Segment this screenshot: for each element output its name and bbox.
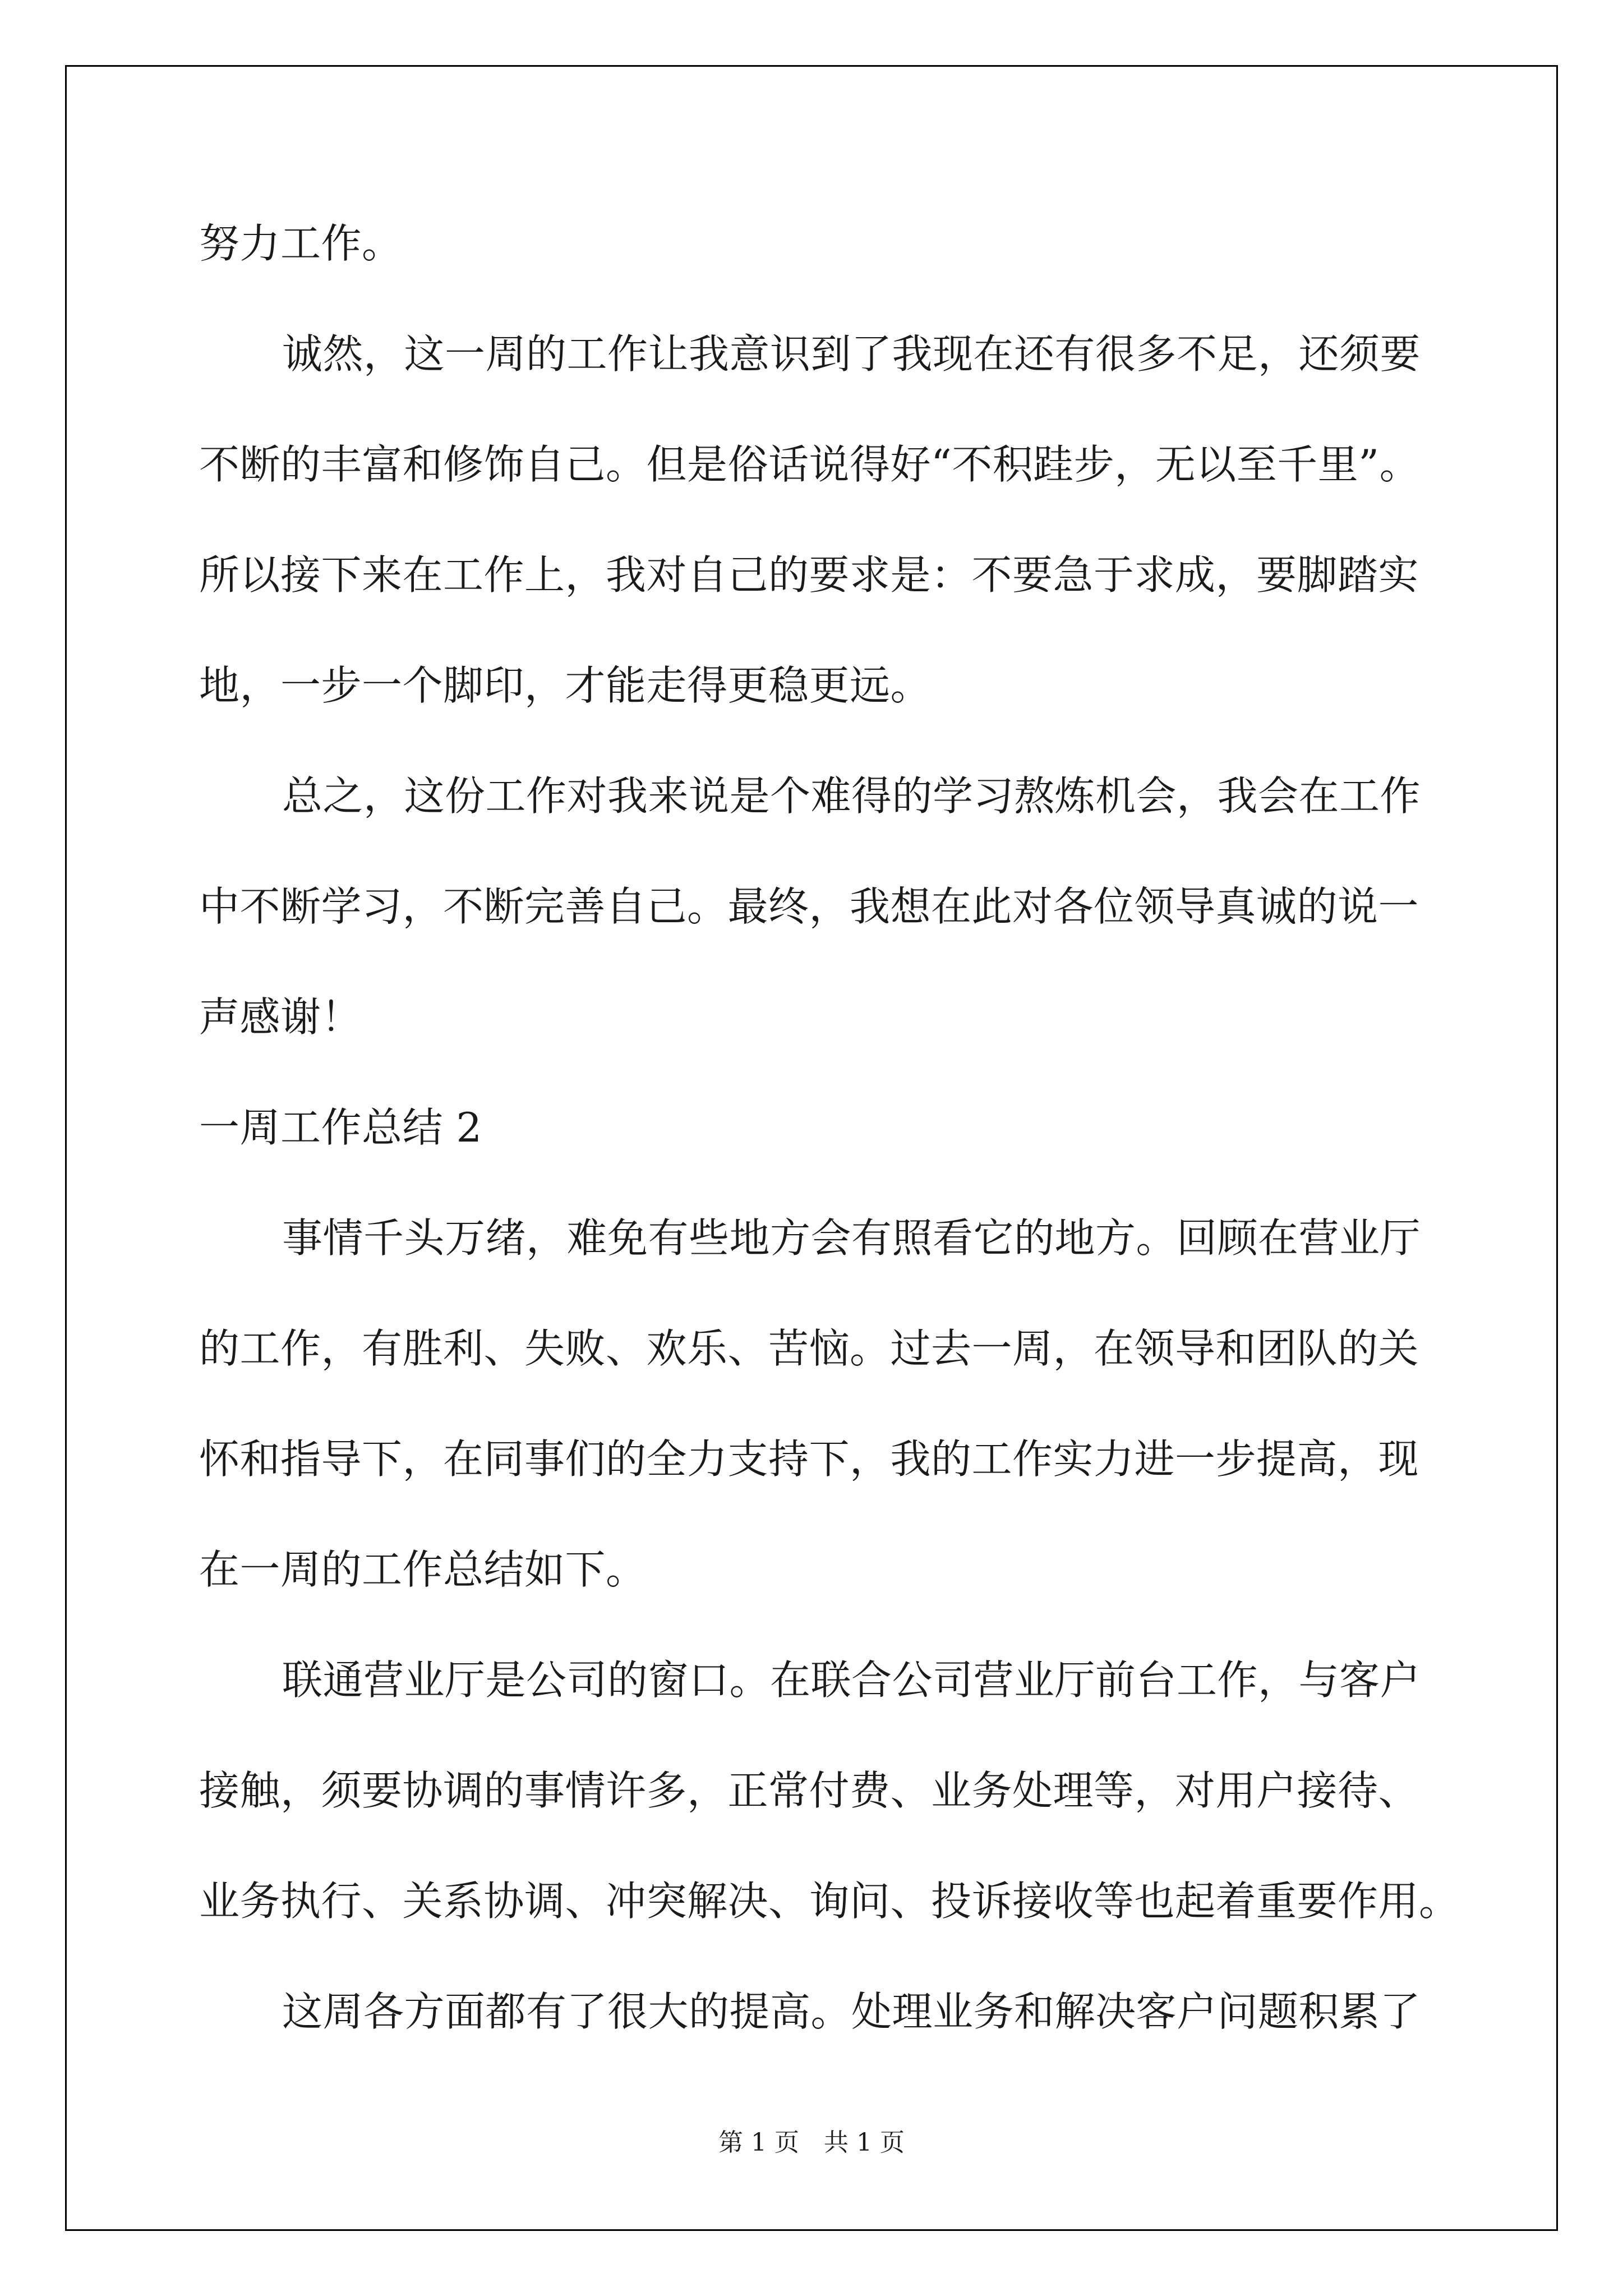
paragraph-line: 所以接下来在工作上，我对自己的要求是：不要急于求成，要脚踏实 [199,551,1419,599]
paragraph-line: 联通营业厅是公司的窗口。在联合公司营业厅前台工作，与客户 [282,1657,1421,1704]
paragraph-line: 努力工作。 [199,220,403,267]
paragraph-line: 诚然，这一周的工作让我意识到了我现在还有很多不足，还须要 [282,330,1421,378]
paragraph-line: 接触，须要协调的事情许多，正常付费、业务处理等，对用户接待、 [199,1767,1419,1814]
paragraph-line: 的工作，有胜利、失败、欢乐、苦恼。过去一周，在领导和团队的关 [199,1325,1419,1372]
paragraph-line: 中不断学习，不断完善自己。最终，我想在此对各位领导真诚的说一 [199,883,1419,930]
section-heading: 一周工作总结 2 [199,1104,482,1151]
paragraph-line: 业务执行、关系协调、冲突解决、询问、投诉接收等也起着重要作用。 [199,1878,1460,1925]
paragraph-line: 在一周的工作总结如下。 [199,1546,647,1593]
paragraph-line: 声感谢！ [199,993,362,1041]
paragraph-line: 这周各方面都有了很大的提高。处理业务和解决客户问题积累了 [282,1988,1421,2035]
paragraph-line: 事情千头万绪，难免有些地方会有照看它的地方。回顾在营业厅 [282,1214,1421,1262]
paragraph-line: 怀和指导下，在同事们的全力支持下，我的工作实力进一步提高，现 [199,1435,1419,1483]
page-number: 第 1 页 共 1 页 [718,2128,905,2157]
paragraph-line: 不断的丰富和修饰自己。但是俗话说得好“不积跬步，无以至千里”。 [199,441,1421,488]
paragraph-line: 总之，这份工作对我来说是个难得的学习熬炼机会，我会在工作 [282,772,1421,820]
paragraph-line: 地，一步一个脚印，才能走得更稳更远。 [199,662,932,709]
